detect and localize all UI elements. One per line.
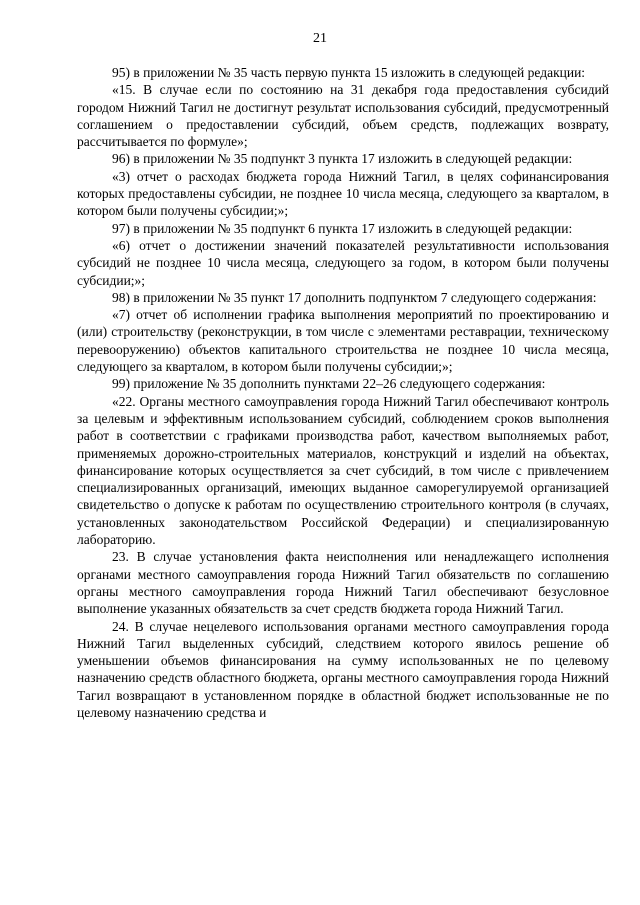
paragraph-item-96: 96) в приложении № 35 подпункт 3 пункта 17 изложить в следующей редакции: [112, 151, 573, 167]
paragraph-subclause-3: «3) отчет о расходах бюджета города Нижний Тагил, в целях софинансирования которых предоставлены субсидии, не позднее 10 числа месяца, следующего за кварталом, в котором были получены субсидии;»; [77, 168, 609, 219]
document-body [77, 64, 609, 721]
paragraph-clause-23: 23. В случае установления факта неисполнения или ненадлежащего исполнения органами местного самоуправления города Нижний Тагил обязательств по соглашению органы местного самоуправления города Нижний Тагил обеспечивают безусловное выполнение указанных обязательств за счет средств бюджета города Нижний Тагил. [77, 549, 609, 617]
paragraph-clause-24: 24. В случае нецелевого использования органами местного самоуправления города Нижний Тагил выделенных субсидий, следствием которого явилось решение об уменьшении объемов финансирования на сумму использованных не по целевому назначению средств областного бюджета, органы местного самоуправления города Нижний Тагил возвращают в установленном порядке в областной бюджет использованные не по целевому назначению средства и [77, 618, 609, 720]
page-number: 21 [313, 31, 327, 46]
paragraph-clause-15: «15. В случае если по состоянию на 31 декабря года предоставления субсидий городом Нижний Тагил не достигнут результат использования субсидий, предусмотренный соглашением о предоставлении субсидий, объем средств, подлежащих возврату, рассчитывается по формуле»; [77, 82, 609, 150]
paragraph-subclause-6: «6) отчет о достижении значений показателей результативности использования субсидий не позднее 10 числа месяца, следующего за годом, в котором были получены субсидии;»; [77, 237, 609, 288]
paragraph-item-98: 98) в приложении № 35 пункт 17 дополнить подпунктом 7 следующего содержания: [112, 289, 597, 305]
paragraph-item-95: 95) в приложении № 35 часть первую пункта 15 изложить в следующей редакции: [112, 65, 586, 80]
paragraph-subclause-7: «7) отчет об исполнении графика выполнения мероприятий по проектированию и (или) строительству (реконструкции, в том числе с элементами реставрации, техническому перевооружению) объектов капитального строительства не позднее 10 числа месяца, следующего за кварталом, в котором были получены субсидии;»; [77, 307, 609, 375]
paragraph-clause-22: «22. Органы местного самоуправления города Нижний Тагил обеспечивают контроль за целевым и эффективным использованием субсидий, соблюдением сроков выполнения работ в соответствии с графиками производства работ, качеством выполняемых работ, применяемых дорожно-строительных материалов, конструкций и изделий на объектах, финансирование которых осуществляется за счет субсидий, в том числе с привлечением специализированных организаций, имеющих выданное саморегулируемой организацией свидетельство о допуске к работам по осуществлению строительного контроля (в случаях, установленных законодательством Российской Федерации) и специализированную лабораторию. [77, 393, 609, 548]
paragraph-item-97: 97) в приложении № 35 подпункт 6 пункта 17 изложить в следующей редакции: [112, 220, 573, 236]
paragraph-item-99: 99) приложение № 35 дополнить пунктами 22–26 следующего содержания: [112, 376, 546, 392]
